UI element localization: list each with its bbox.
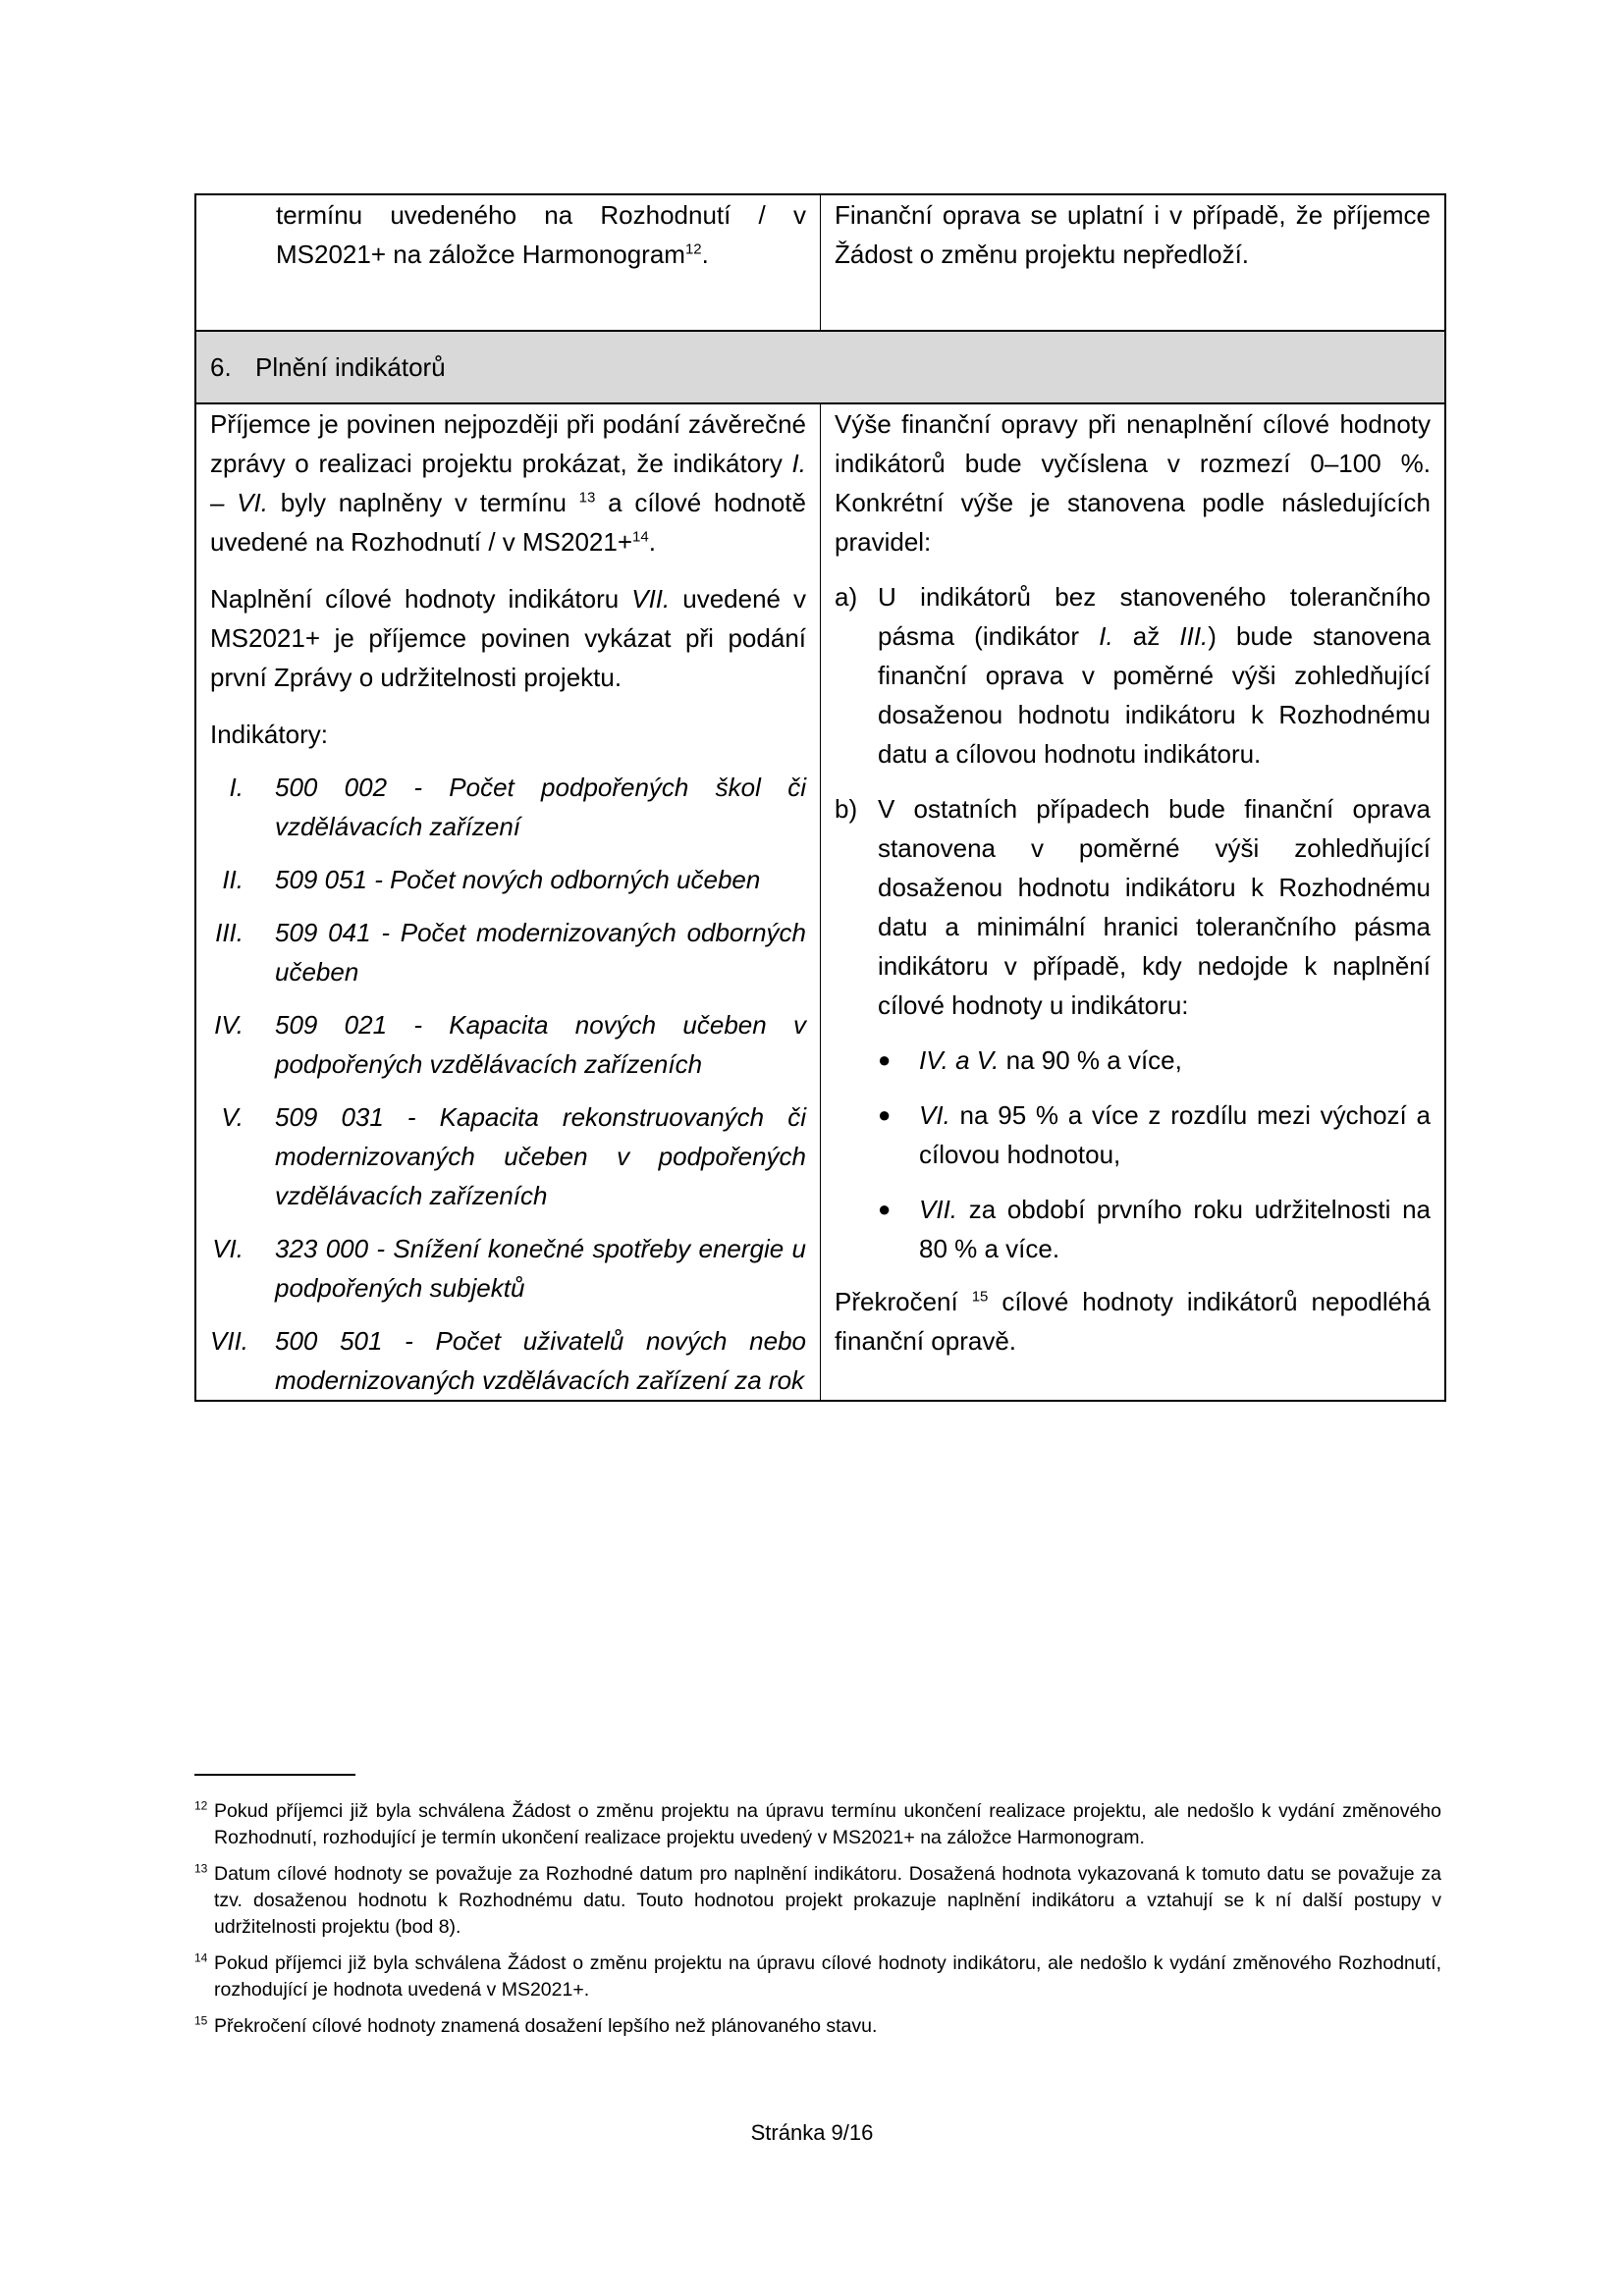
list-item — [210, 1097, 806, 1215]
text: Překročení — [835, 1287, 972, 1316]
footnote-text: Pokud příjemci již byla schválena Žádost o změnu projektu na úpravu cílové hodnoty indikátoru, ale nedošlo k vydání změnového Rozhodnutí, rozhodující je hodnota uvedená v MS2021+. — [214, 1952, 1441, 2001]
deadline-text-body: termínu uvedeného na Rozhodnutí / v MS2021+ na záložce Harmonogram — [276, 200, 806, 269]
table-row-indicators — [195, 403, 1445, 1401]
indicator-number: II. — [222, 865, 244, 894]
text: až — [1112, 621, 1180, 651]
footnote-ref-12[interactable]: 12 — [684, 240, 702, 258]
correction-text: Finanční oprava se uplatní i v případě, že příjemce Žádost o změnu projektu nepředloží. — [835, 200, 1431, 269]
indicator-range: I. – VI. — [210, 449, 806, 517]
indicator-number: IV. — [214, 1010, 244, 1040]
list-item — [835, 1041, 1431, 1080]
indicator-ref: I. — [1099, 621, 1113, 651]
text: U indikátorů bez stanoveného tolerančního pásma (indikátor — [878, 582, 1431, 651]
indicator-text: 509 041 - Počet modernizovaných odborných učeben — [275, 918, 806, 987]
text: na 90 % a více, — [999, 1045, 1182, 1075]
indicator-number: VII. — [210, 1326, 249, 1356]
footnote-ref-14[interactable]: 14 — [632, 528, 649, 546]
indicator-ref: VII. — [919, 1195, 958, 1224]
bullet-icon: ● — [878, 1047, 892, 1072]
footnote-text: Datum cílové hodnoty se považuje za Rozhodné datum pro naplnění indikátoru. Dosažená hodnota vykazovaná k tomuto datu se považuje za tzv. dosaženou hodnotu k Rozhodnému datu. Touto hodnotou projekt prokazuje naplnění indikátoru a vztahují se k ní další postupy v udržitelnosti projektu (bod 8). — [214, 1863, 1441, 1938]
bullet-icon: ● — [878, 1102, 892, 1127]
exceedance-note — [835, 1282, 1431, 1361]
text: Naplnění cílové hodnoty indikátoru — [210, 584, 632, 614]
footnote-12 — [194, 1798, 1441, 1851]
deadline-text-period: . — [701, 240, 709, 269]
footnote-text: Pokud příjemci již byla schválena Žádost o změnu projektu na úpravu termínu ukončení realizace projektu, ale nedošlo k vydání změnového Rozhodnutí, rozhodující je termín ukončení realizace projektu uvedený v MS2021+ na záložce Harmonogram. — [214, 1800, 1441, 1848]
footnote-ref-13[interactable]: 13 — [578, 489, 596, 507]
footnote-number: 12 — [194, 1798, 208, 1813]
section-title — [210, 332, 1431, 402]
correction-intro: Výše finanční opravy při nenaplnění cílové hodnoty indikátorů bude vyčíslena v rozmezí 0–100 %. Konkrétní výše je stanovena podle následujících pravidel: — [835, 409, 1431, 557]
section-title-text: Plnění indikátorů — [255, 352, 446, 382]
list-item — [835, 1095, 1431, 1174]
footnote-13 — [194, 1861, 1441, 1941]
cell-left-condition — [195, 194, 821, 331]
indicator-number: III. — [215, 918, 244, 947]
footnotes — [194, 1798, 1441, 2050]
indicator-ref: III. — [1179, 621, 1209, 651]
text: . — [648, 527, 656, 557]
list-item — [210, 1321, 806, 1400]
list-item — [210, 1005, 806, 1084]
section-header-cell — [195, 331, 1445, 403]
footnote-number: 15 — [194, 2013, 208, 2028]
list-item — [210, 768, 806, 846]
page-number: Stránka 9/16 — [750, 2120, 874, 2145]
cell-right-correction-rules — [821, 403, 1446, 1401]
cell-right-correction — [821, 194, 1446, 331]
footnote-separator — [194, 1774, 355, 1776]
obligation-paragraph-2 — [210, 579, 806, 697]
indicator-text: 323 000 - Snížení konečné spotřeby energie u podpořených subjektů — [275, 1234, 806, 1303]
indicator-text: 500 501 - Počet uživatelů nových nebo modernizovaných vzdělávacích zařízení za rok — [275, 1326, 806, 1395]
list-item — [210, 1229, 806, 1308]
indicator-number: I. — [229, 773, 244, 802]
text: na 95 % a více z rozdílu mezi výchozí a cílovou hodnotou, — [919, 1100, 1431, 1169]
rule-label: a) — [835, 582, 858, 612]
rule-text — [878, 577, 1431, 774]
footnote-number: 13 — [194, 1861, 208, 1876]
indicators-label: Indikátory: — [210, 720, 328, 749]
text: uvedené v MS2021+ je příjemce povinen vykázat při podání první Zprávy o udržitelnosti projektu. — [210, 584, 806, 692]
footnote-text: Překročení cílové hodnoty znamená dosažení lepšího než plánovaného stavu. — [214, 2015, 878, 2037]
bullet-text — [919, 1190, 1431, 1268]
footnote-15 — [194, 2013, 1441, 2040]
list-item — [210, 913, 806, 991]
footnote-14 — [194, 1950, 1441, 2003]
indicator-list — [210, 768, 806, 1400]
footnote-number: 14 — [194, 1950, 208, 1965]
text: Příjemce je povinen nejpozději při podání závěrečné zprávy o realizaci projektu prokázat, že indikátory — [210, 409, 806, 478]
deadline-text — [210, 195, 806, 274]
section-header-row — [195, 331, 1445, 403]
threshold-bullet-list — [835, 1041, 1431, 1268]
indicator-text: 509 021 - Kapacita nových učeben v podpořených vzdělávacích zařízeních — [275, 1010, 806, 1079]
list-item — [210, 860, 806, 899]
indicator-text: 509 051 - Počet nových odborných učeben — [275, 865, 761, 894]
section-number: 6. — [210, 352, 232, 382]
list-item — [835, 1190, 1431, 1268]
rule-a — [835, 577, 1431, 774]
text: a cílové hodnotě uvedené na Rozhodnutí / v MS2021+ — [210, 488, 806, 557]
indicator-number: V. — [221, 1102, 244, 1132]
text: byly naplněny v termínu — [268, 488, 579, 517]
rule-b — [835, 789, 1431, 1025]
indicator-text: 500 002 - Počet podpořených škol či vzdělávacích zařízení — [275, 773, 806, 841]
rule-label: b) — [835, 794, 858, 824]
obligation-paragraph-1 — [210, 404, 806, 561]
text: cílové hodnoty indikátorů nepodléhá finanční opravě. — [835, 1287, 1431, 1356]
indicator-text: 509 031 - Kapacita rekonstruovaných či modernizovaných učeben v podpořených vzdělávacích zařízeních — [275, 1102, 806, 1210]
footnote-ref-15[interactable]: 15 — [971, 1288, 989, 1306]
indicator-ref: IV. a V. — [919, 1045, 1000, 1075]
indicator-ref: VII. — [631, 584, 671, 614]
bullet-icon: ● — [878, 1197, 892, 1221]
text: ) bude stanovena finanční oprava v poměrné výši zohledňující dosaženou hodnotu indikátoru k Rozhodnému datu a cílovou hodnotu indikátoru. — [878, 621, 1431, 769]
rule-text: V ostatních případech bude finanční oprava stanovena v poměrné výši zohledňující dosaženou hodnotu indikátoru k Rozhodnému datu a minimální hranici tolerančního pásma indikátoru v případě, kdy nedojde k naplnění cílové hodnoty u indikátoru: — [878, 794, 1431, 1020]
text: za období prvního roku udržitelnosti na 80 % a více. — [919, 1195, 1431, 1263]
conditions-table — [194, 193, 1446, 1402]
bullet-text — [919, 1041, 1431, 1080]
cell-left-indicator-obligations — [195, 403, 821, 1401]
indicator-number: VI. — [212, 1234, 244, 1263]
table-row-deadline-continuation — [195, 194, 1445, 331]
indicator-ref: VI. — [919, 1100, 950, 1130]
bullet-text — [919, 1095, 1431, 1174]
